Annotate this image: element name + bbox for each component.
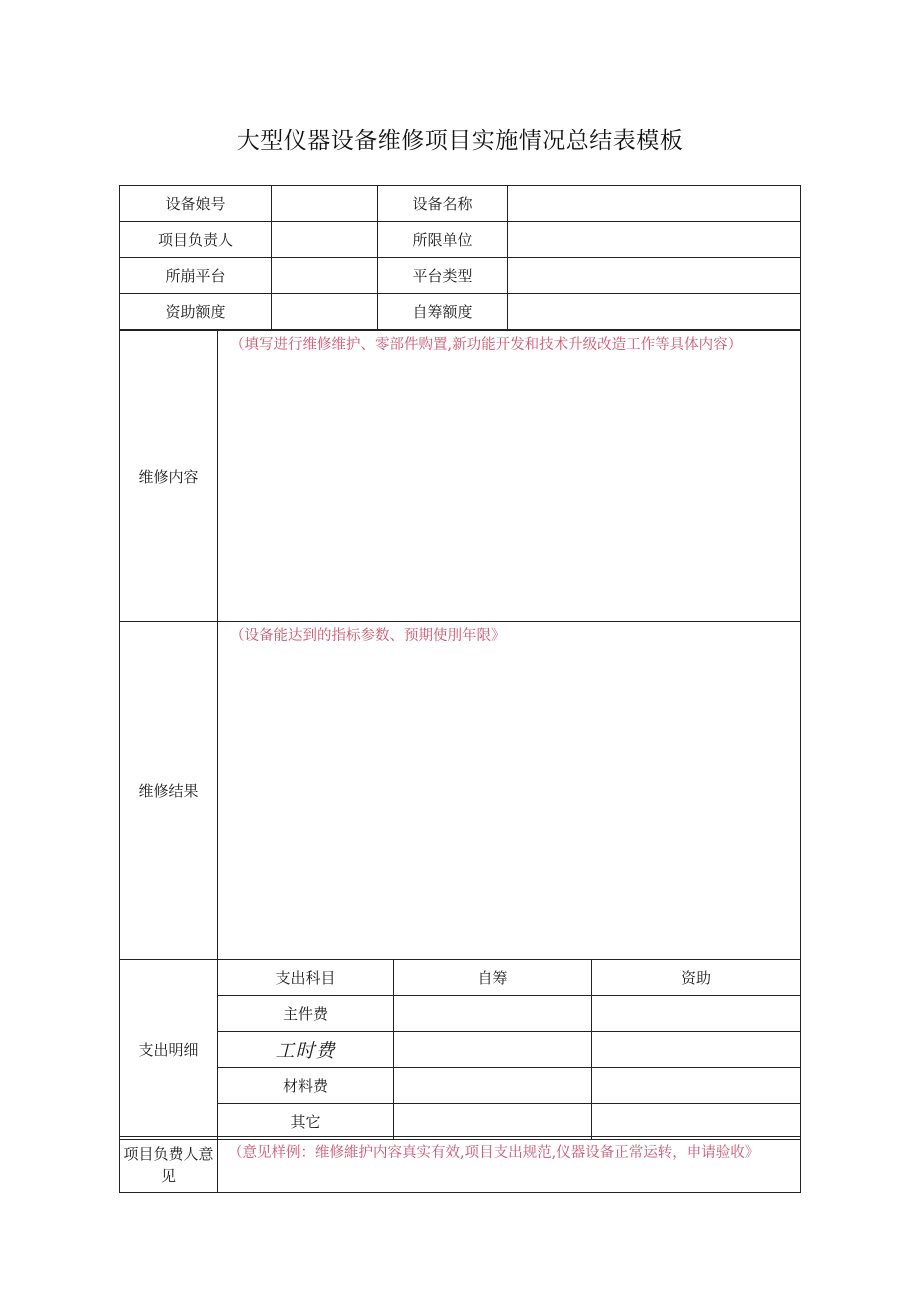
- expense-funded-header: 资助: [592, 960, 801, 996]
- expense-funded-cell[interactable]: [592, 1068, 801, 1104]
- table-row: [120, 222, 801, 258]
- repair-result-field[interactable]: （设备能达到的指标参数、预期使刖年限》: [218, 622, 801, 960]
- repair-result-label: 维修结果: [120, 622, 218, 960]
- expense-self-cell[interactable]: [394, 996, 592, 1032]
- self-funding-label: 自筹额度: [378, 294, 508, 330]
- repair-content-row: [120, 331, 801, 622]
- table-row: [120, 294, 801, 330]
- repair-content-label: 维修内容: [120, 331, 218, 622]
- platform-field[interactable]: [272, 258, 378, 294]
- expense-funded-cell[interactable]: [592, 996, 801, 1032]
- equipment-name-label: 设备名称: [378, 186, 508, 222]
- table-row: [120, 1032, 801, 1068]
- repair-result-row: [120, 622, 801, 960]
- equipment-number-field[interactable]: [272, 186, 378, 222]
- self-funding-field[interactable]: [508, 294, 801, 330]
- expense-item-labor: 工时费: [218, 1032, 394, 1068]
- table-row: [120, 186, 801, 222]
- page-title: 大型仪器设备维修项目实施情况总结表模板: [236, 128, 684, 154]
- expense-item-main-parts: 主件费: [218, 996, 394, 1032]
- platform-type-label: 平台类型: [378, 258, 508, 294]
- expense-item-materials: 材料费: [218, 1068, 394, 1104]
- expense-self-cell[interactable]: [394, 1032, 592, 1068]
- table-row: [120, 258, 801, 294]
- basic-info-table: [119, 185, 801, 330]
- funding-amount-label: 资助额度: [120, 294, 272, 330]
- expense-self-cell[interactable]: [394, 1104, 592, 1140]
- expense-funded-cell[interactable]: [592, 1104, 801, 1140]
- affiliation-field[interactable]: [508, 222, 801, 258]
- expense-funded-cell[interactable]: [592, 1032, 801, 1068]
- expense-item-other: 其它: [218, 1104, 394, 1140]
- expense-label: 支出明细: [120, 960, 218, 1140]
- project-leader-field[interactable]: [272, 222, 378, 258]
- opinion-row: [120, 1137, 801, 1193]
- project-leader-label: 项目负责人: [120, 222, 272, 258]
- table-row: [120, 1068, 801, 1104]
- expense-self-header: 自筹: [394, 960, 592, 996]
- repair-content-field[interactable]: （填写进行维修维护、零部件购置,新功能开发和技术升级改造工作等具体内容）: [218, 331, 801, 622]
- repair-detail-table: [119, 330, 801, 1140]
- equipment-name-field[interactable]: [508, 186, 801, 222]
- table-row: [120, 996, 801, 1032]
- opinion-table: [119, 1136, 801, 1193]
- table-row: [120, 1104, 801, 1140]
- platform-type-field[interactable]: [508, 258, 801, 294]
- funding-amount-field[interactable]: [272, 294, 378, 330]
- expense-self-cell[interactable]: [394, 1068, 592, 1104]
- affiliation-label: 所限单位: [378, 222, 508, 258]
- platform-label: 所崩平台: [120, 258, 272, 294]
- equipment-number-label: 设备娘号: [120, 186, 272, 222]
- leader-opinion-field[interactable]: （意见样例：维修維护内容真实有效,项目支出规范,仪器设备正常运转，申请验收》: [218, 1137, 801, 1193]
- expense-item-header: 支出科目: [218, 960, 394, 996]
- leader-opinion-label: 项目负费人意见: [120, 1137, 218, 1193]
- expense-header-row: [120, 960, 801, 996]
